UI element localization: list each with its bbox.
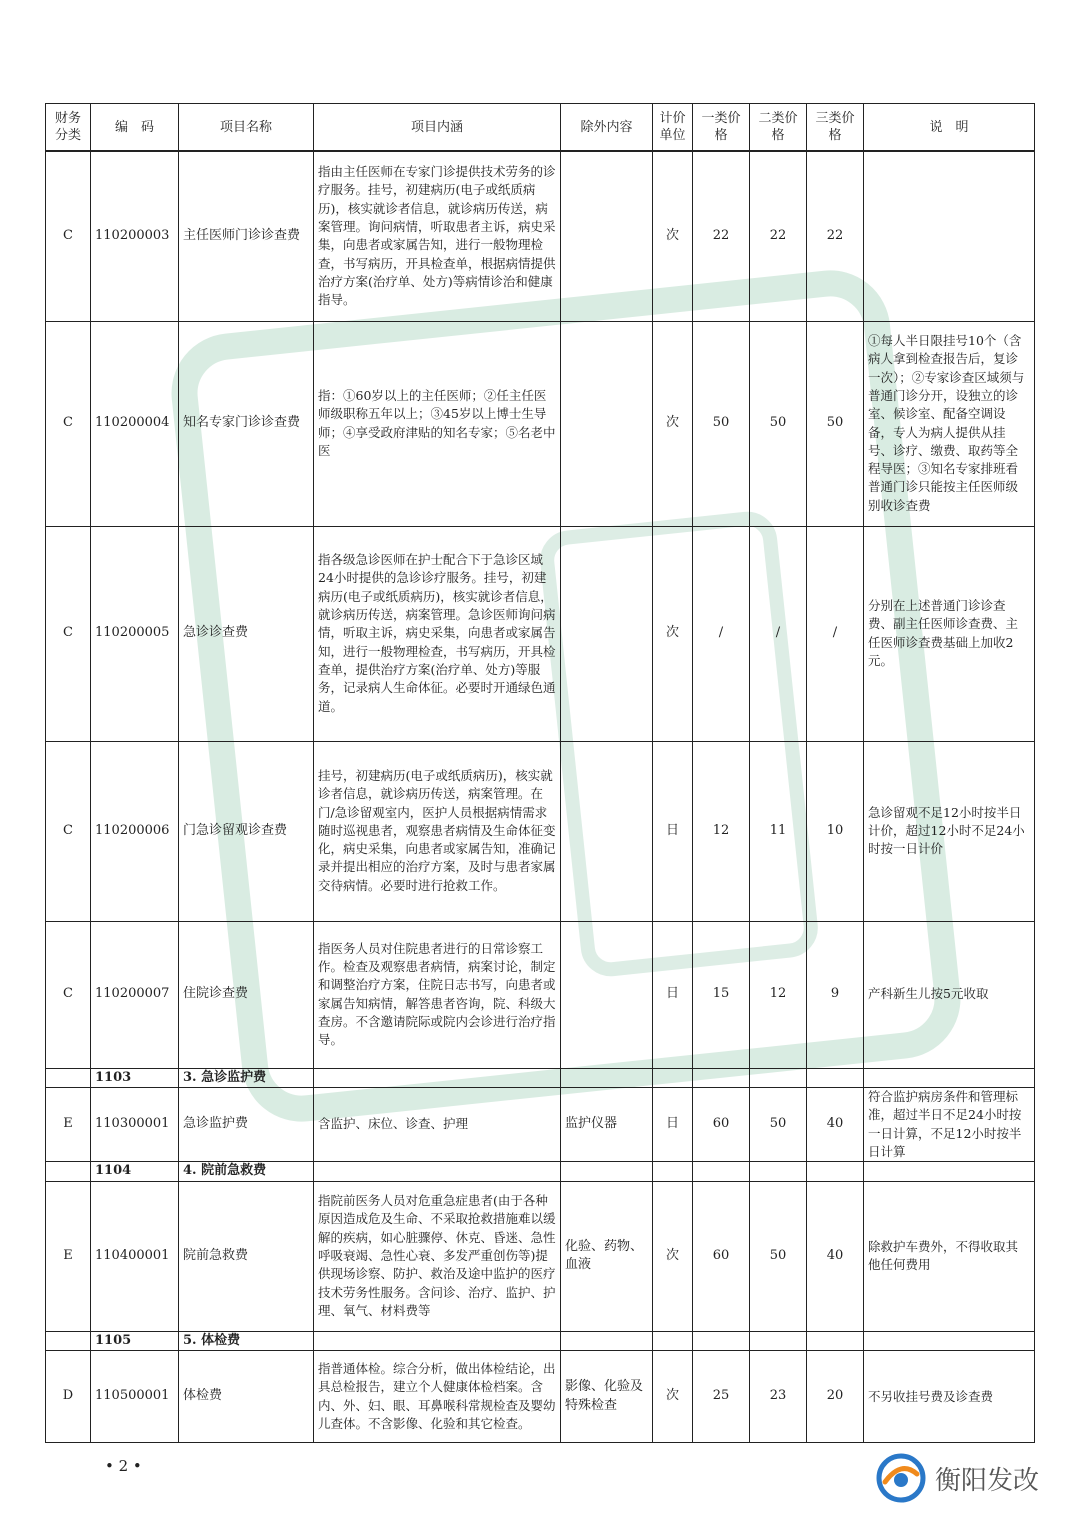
page-number: • 2 • <box>105 1457 142 1475</box>
logo-swirl-icon <box>875 1452 927 1504</box>
table-row <box>46 741 1035 921</box>
cell-price3: 22 <box>807 151 864 321</box>
header-unit: 计价单位 <box>653 104 693 152</box>
cell-name: 急诊监护费 <box>179 1088 314 1162</box>
cell-price1: 25 <box>693 1351 750 1443</box>
cell-price1: 12 <box>693 741 750 921</box>
cell-code: 110200007 <box>91 921 179 1068</box>
cell-excluded: 影像、化验及特殊检查 <box>561 1351 653 1443</box>
cell-name: 住院诊查费 <box>179 921 314 1068</box>
header-price2: 二类价格 <box>750 104 807 152</box>
cell-price2: 22 <box>750 151 807 321</box>
cell-price2: 50 <box>750 1181 807 1331</box>
cell-cat: E <box>46 1181 91 1331</box>
cell-code: 110200004 <box>91 321 179 526</box>
section-row-1103 <box>46 1068 1035 1088</box>
cell-excluded <box>561 741 653 921</box>
table-row <box>46 921 1035 1068</box>
cell-content: 挂号，初建病历(电子或纸质病历)，核实就诊者信息，就诊病历传送，病案管理。在门/急诊留观室内，医护人员根据病情需求随时巡视患者，观察患者病情及生命体征变化，病史采集，向患者或家属告知，准确记录并提出相应的治疗方案，及时与患者家属交待病情。必要时进行抢救工作。 <box>314 741 561 921</box>
header-price3: 三类价格 <box>807 104 864 152</box>
cell-price3: 40 <box>807 1181 864 1331</box>
cell-code: 110200006 <box>91 741 179 921</box>
section-code: 1105 <box>91 1331 179 1351</box>
section-row-1104 <box>46 1162 1035 1182</box>
cell-price3: 50 <box>807 321 864 526</box>
table-row <box>46 526 1035 741</box>
cell-cat: E <box>46 1088 91 1162</box>
cell-excluded <box>561 921 653 1068</box>
cell-code: 110200003 <box>91 151 179 321</box>
cell-price3: / <box>807 526 864 741</box>
cell-note <box>864 151 1035 321</box>
table-row <box>46 321 1035 526</box>
header-note: 说 明 <box>864 104 1035 152</box>
cell-content: 指医务人员对住院患者进行的日常诊察工作。检查及观察患者病情，病案讨论，制定和调整治疗方案，住院日志书写，向患者或家属告知病情，解答患者咨询，院、科级大查房。不含邀请院际或院内会诊进行治疗指导。 <box>314 921 561 1068</box>
cell-name: 体检费 <box>179 1351 314 1443</box>
cell-unit: 次 <box>653 1351 693 1443</box>
cell-unit: 日 <box>653 921 693 1068</box>
logo-text: 衡阳发改 <box>935 1465 1040 1496</box>
section-title: 5. 体检费 <box>179 1331 314 1351</box>
header-excluded: 除外内容 <box>561 104 653 152</box>
cell-price2: 50 <box>750 1088 807 1162</box>
cell-price3: 40 <box>807 1088 864 1162</box>
header-finance: 财务分类 <box>46 104 91 152</box>
cell-note: 符合监护病房条件和管理标准，超过半日不足24小时按一日计算，不足12小时按半日计算 <box>864 1088 1035 1162</box>
cell-cat: C <box>46 526 91 741</box>
section-code: 1104 <box>91 1162 179 1182</box>
cell-unit: 日 <box>653 1088 693 1162</box>
cell-price1: 60 <box>693 1088 750 1162</box>
cell-price1: 50 <box>693 321 750 526</box>
section-row-1105 <box>46 1331 1035 1351</box>
cell-excluded: 监护仪器 <box>561 1088 653 1162</box>
cell-content: 指院前医务人员对危重急症患者(由于各种原因造成危及生命、不采取抢救措施难以缓解的疾病，如心脏骤停、休克、昏迷、急性呼吸衰竭、急性心衰、多发严重创伤等)提供现场诊察、防护、救治及途中监护的医疗技术劳务性服务。含问诊、治疗、监护、护理、氧气、材料费等 <box>314 1181 561 1331</box>
table-row <box>46 151 1035 321</box>
section-title: 4. 院前急救费 <box>179 1162 314 1182</box>
cell-excluded <box>561 526 653 741</box>
cell-cat: C <box>46 741 91 921</box>
header-name: 项目名称 <box>179 104 314 152</box>
cell-note: 急诊留观不足12小时按半日计价，超过12小时不足24小时按一日计价 <box>864 741 1035 921</box>
cell-price1: 15 <box>693 921 750 1068</box>
fee-table <box>45 103 1035 1443</box>
cell-content: 指：①60岁以上的主任医师；②任主任医师级职称五年以上；③45岁以上博士生导师；④享受政府津贴的知名专家；⑤名老中医 <box>314 321 561 526</box>
header-price1: 一类价格 <box>693 104 750 152</box>
cell-content: 指普通体检。综合分析，做出体检结论，出具总检报告，建立个人健康体检档案。含内、外、妇、眼、耳鼻喉科常规检查及婴幼儿查体。不含影像、化验和其它检查。 <box>314 1351 561 1443</box>
cell-content: 指由主任医师在专家门诊提供技术劳务的诊疗服务。挂号，初建病历(电子或纸质病历)，核实就诊者信息，就诊病历传送，病案管理。询问病情，听取患者主诉，病史采集，向患者或家属告知，进行一般物理检查，书写病历，开具检查单，根据病情提供治疗方案(治疗单、处方)等病情诊治和健康指导。 <box>314 151 561 321</box>
cell-price3: 10 <box>807 741 864 921</box>
cell-cat: C <box>46 151 91 321</box>
cell-note: 分别在上述普通门诊诊查费、副主任医师诊查费、主任医师诊查费基础上加收2元。 <box>864 526 1035 741</box>
cell-note: 产科新生儿按5元收取 <box>864 921 1035 1068</box>
cell-unit: 次 <box>653 321 693 526</box>
cell-price2: 11 <box>750 741 807 921</box>
cell-excluded <box>561 151 653 321</box>
cell-note: 不另收挂号费及诊查费 <box>864 1351 1035 1443</box>
header-content: 项目内涵 <box>314 104 561 152</box>
cell-price3: 9 <box>807 921 864 1068</box>
cell-price2: / <box>750 526 807 741</box>
cell-note: ①每人半日限挂号10个（含病人拿到检查报告后，复诊一次）；②专家诊查区域须与普通门诊分开，设独立的诊室、候诊室、配备空调设备，专人为病人提供从挂号、诊疗、缴费、取药等全程导医；③知名专家排班看普通门诊只能按主任医师级别收诊查费 <box>864 321 1035 526</box>
cell-price2: 23 <box>750 1351 807 1443</box>
section-blank <box>46 1068 91 1088</box>
cell-price1: / <box>693 526 750 741</box>
header-code: 编 码 <box>91 104 179 152</box>
cell-price2: 50 <box>750 321 807 526</box>
cell-name: 院前急救费 <box>179 1181 314 1331</box>
cell-price3: 20 <box>807 1351 864 1443</box>
table-row <box>46 1351 1035 1443</box>
cell-name: 主任医师门诊诊查费 <box>179 151 314 321</box>
cell-unit: 次 <box>653 526 693 741</box>
cell-unit: 次 <box>653 151 693 321</box>
cell-price1: 60 <box>693 1181 750 1331</box>
cell-cat: D <box>46 1351 91 1443</box>
cell-content: 含监护、床位、诊查、护理 <box>314 1088 561 1162</box>
cell-code: 110200005 <box>91 526 179 741</box>
cell-code: 110500001 <box>91 1351 179 1443</box>
cell-excluded <box>561 321 653 526</box>
cell-note: 除救护车费外，不得收取其他任何费用 <box>864 1181 1035 1331</box>
cell-code: 110300001 <box>91 1088 179 1162</box>
section-blank <box>46 1162 91 1182</box>
section-title: 3. 急诊监护费 <box>179 1068 314 1088</box>
cell-price2: 12 <box>750 921 807 1068</box>
cell-name: 知名专家门诊诊查费 <box>179 321 314 526</box>
cell-cat: C <box>46 921 91 1068</box>
table-row <box>46 1088 1035 1162</box>
cell-unit: 次 <box>653 1181 693 1331</box>
cell-excluded: 化验、药物、血液 <box>561 1181 653 1331</box>
section-blank <box>46 1331 91 1351</box>
cell-content: 指各级急诊医师在护士配合下于急诊区域24小时提供的急诊诊疗服务。挂号，初建病历(电子或纸质病历)，核实就诊者信息，就诊病历传送，病案管理。急诊医师询问病情，听取主诉，病史采集，向患者或家属告知，进行一般物理检查，书写病历，开具检查单，提供治疗方案(治疗单、处方)等服务，记录病人生命体征。必要时开通绿色通道。 <box>314 526 561 741</box>
footer-logo <box>875 1452 1039 1504</box>
cell-price1: 22 <box>693 151 750 321</box>
table-row <box>46 1181 1035 1331</box>
cell-name: 门急诊留观诊查费 <box>179 741 314 921</box>
cell-cat: C <box>46 321 91 526</box>
cell-unit: 日 <box>653 741 693 921</box>
cell-name: 急诊诊查费 <box>179 526 314 741</box>
table-header-row <box>46 104 1035 152</box>
section-code: 1103 <box>91 1068 179 1088</box>
cell-code: 110400001 <box>91 1181 179 1331</box>
